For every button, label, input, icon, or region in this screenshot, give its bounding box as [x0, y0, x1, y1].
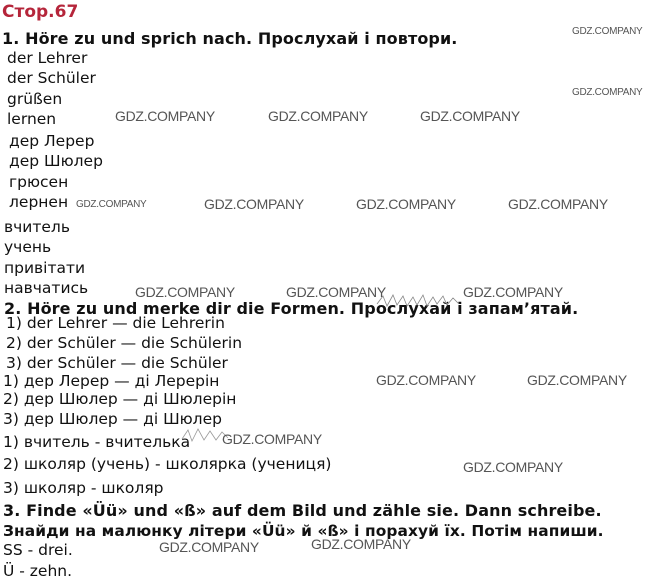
- exercise-2-line: 3) дер Шюлер — ді Шюлер: [3, 410, 222, 428]
- watermark: GDZ.COMPANY: [159, 539, 259, 555]
- exercise-2-line: 1) дер Лерер — ді Лерерін: [3, 372, 220, 390]
- watermark: GDZ.COMPANY: [76, 199, 147, 210]
- watermark: GDZ.COMPANY: [572, 87, 643, 98]
- exercise-1-line: der Schüler: [7, 69, 96, 87]
- exercise-3-heading-de: 3. Finde «Üü» und «ß» auf dem Bild und zähle sie. Dann schreibe.: [3, 501, 602, 520]
- exercise-1-line: вчитель: [4, 218, 70, 236]
- exercise-3-line: Ü - zehn.: [3, 562, 73, 580]
- exercise-1-heading: 1. Höre zu und sprich nach. Прослухай і повтори.: [2, 29, 458, 48]
- watermark: GDZ.COMPANY: [222, 431, 322, 447]
- watermark: GDZ.COMPANY: [135, 284, 235, 300]
- exercise-1-line: учень: [4, 238, 52, 256]
- watermark: GDZ.COMPANY: [572, 26, 643, 37]
- watermark: GDZ.COMPANY: [376, 372, 476, 388]
- exercise-2-line: 2) дер Шюлер — ді Шюлерін: [3, 390, 237, 408]
- exercise-1-line: дер Лерер: [9, 132, 95, 150]
- page-label: Стор.67: [2, 2, 79, 22]
- watermark: GDZ.COMPANY: [311, 536, 411, 552]
- exercise-3-line: SS - drei.: [3, 541, 73, 559]
- watermark: GDZ.COMPANY: [356, 196, 456, 212]
- exercise-1-line: lernen: [7, 110, 57, 128]
- watermark: GDZ.COMPANY: [204, 196, 304, 212]
- scribble-mark: [375, 292, 465, 310]
- exercise-2-line: 2) der Schüler — die Schülerin: [6, 334, 243, 352]
- watermark: GDZ.COMPANY: [268, 108, 368, 124]
- exercise-2-line: 2) школяр (учень) - школярка (учениця): [3, 455, 332, 473]
- watermark: GDZ.COMPANY: [463, 284, 563, 300]
- exercise-1-line: дер Шюлер: [9, 152, 103, 170]
- watermark: GDZ.COMPANY: [115, 108, 215, 124]
- exercise-2-line: 3) der Schüler — die Schüler: [6, 354, 228, 372]
- exercise-3-heading-uk: Знайди на малюнку літери «Üü» й «ß» і порахуй їх. Потім напиши.: [3, 522, 604, 540]
- exercise-2-line: 1) вчитель - вчителька: [3, 433, 191, 451]
- exercise-1-line: grüßen: [7, 90, 63, 108]
- watermark: GDZ.COMPANY: [463, 459, 563, 475]
- exercise-1-line: навчатись: [4, 279, 89, 297]
- exercise-1-line: грюсен: [9, 173, 69, 191]
- exercise-2-line: 1) der Lehrer — die Lehrerin: [6, 314, 225, 332]
- exercise-2-line: 3) школяр - школяр: [3, 479, 164, 497]
- exercise-1-line: лернен: [9, 193, 69, 211]
- watermark: GDZ.COMPANY: [420, 108, 520, 124]
- watermark: GDZ.COMPANY: [508, 196, 608, 212]
- watermark: GDZ.COMPANY: [286, 284, 386, 300]
- exercise-1-line: der Lehrer: [7, 49, 88, 67]
- exercise-2-heading: 2. Höre zu und merke dir die Formen. Прослухай і запам’ятай.: [4, 299, 579, 318]
- watermark: GDZ.COMPANY: [527, 372, 627, 388]
- exercise-1-line: привітати: [4, 259, 86, 277]
